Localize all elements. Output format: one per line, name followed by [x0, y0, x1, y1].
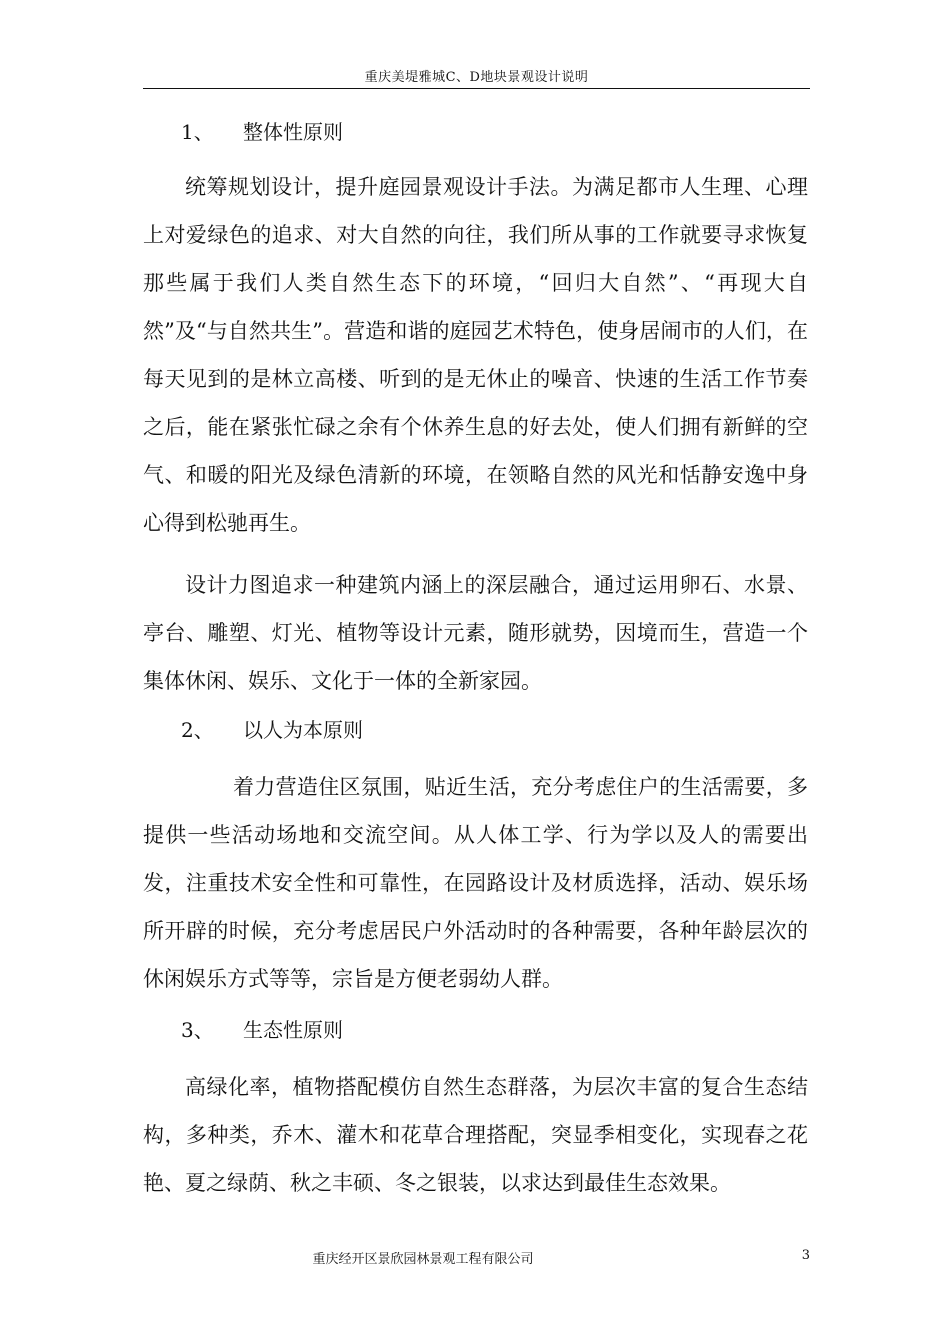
section-heading-2 [143, 715, 808, 745]
paragraph: 高绿化率，植物搭配模仿自然生态群落，为层次丰富的复合生态结构，多种类，乔木、灌木和花草合理搭配，突显季相变化，实现春之花艳、夏之绿荫、秋之丰硕、冬之银装，以求达到最佳生态效果。 [143, 1075, 808, 1195]
header-divider [143, 88, 810, 89]
section-number: 2、 [181, 718, 214, 742]
page-number: 3 [801, 1248, 810, 1263]
paragraph: 统筹规划设计，提升庭园景观设计手法。为满足都市人生理、心理上对爱绿色的追求、对大自然的向往，我们所从事的工作就要寻求恢复那些属于我们人类自然生态下的环境，“回归大自然”、“再现大自然”及“与自然共生”。营造和谐的庭园艺术特色，使身居闹市的人们，在每天见到的是林立高楼、听到的是无休止的噪音、快速的生活工作节奏之后，能在紧张忙碌之余有个休养生息的好去处，使人们拥有新鲜的空气、和暖的阳光及绿色清新的环境，在领略自然的风光和恬静安逸中身心得到松驰再生。 [143, 175, 808, 535]
document-body [143, 117, 808, 1207]
paragraph: 设计力图追求一种建筑内涵上的深层融合，通过运用卵石、水景、亭台、雕塑、灯光、植物等设计元素，随形就势，因境而生，营造一个集体休闲、娱乐、文化于一体的全新家园。 [143, 573, 808, 693]
section-number: 1、 [181, 120, 214, 144]
section-number: 3、 [181, 1018, 214, 1042]
footer-company-name: 重庆经开区景欣园林景观工程有限公司 [312, 1252, 534, 1267]
section-title: 生态性原则 [243, 1018, 343, 1042]
section-heading-1 [143, 117, 808, 147]
page-header-title: 重庆美堤雅城C、D地块景观设计说明 [364, 70, 589, 85]
section-heading-3 [143, 1015, 808, 1045]
section-title: 整体性原则 [243, 120, 343, 144]
section-title: 以人为本原则 [243, 718, 363, 742]
paragraph: 着力营造住区氛围，贴近生活，充分考虑住户的生活需要，多提供一些活动场地和交流空间。从人体工学、行为学以及人的需要出发，注重技术安全性和可靠性，在园路设计及材质选择，活动、娱乐场所开辟的时候，充分考虑居民户外活动时的各种需要，各种年龄层次的休闲娱乐方式等等，宗旨是方便老弱幼人群。 [143, 775, 808, 991]
